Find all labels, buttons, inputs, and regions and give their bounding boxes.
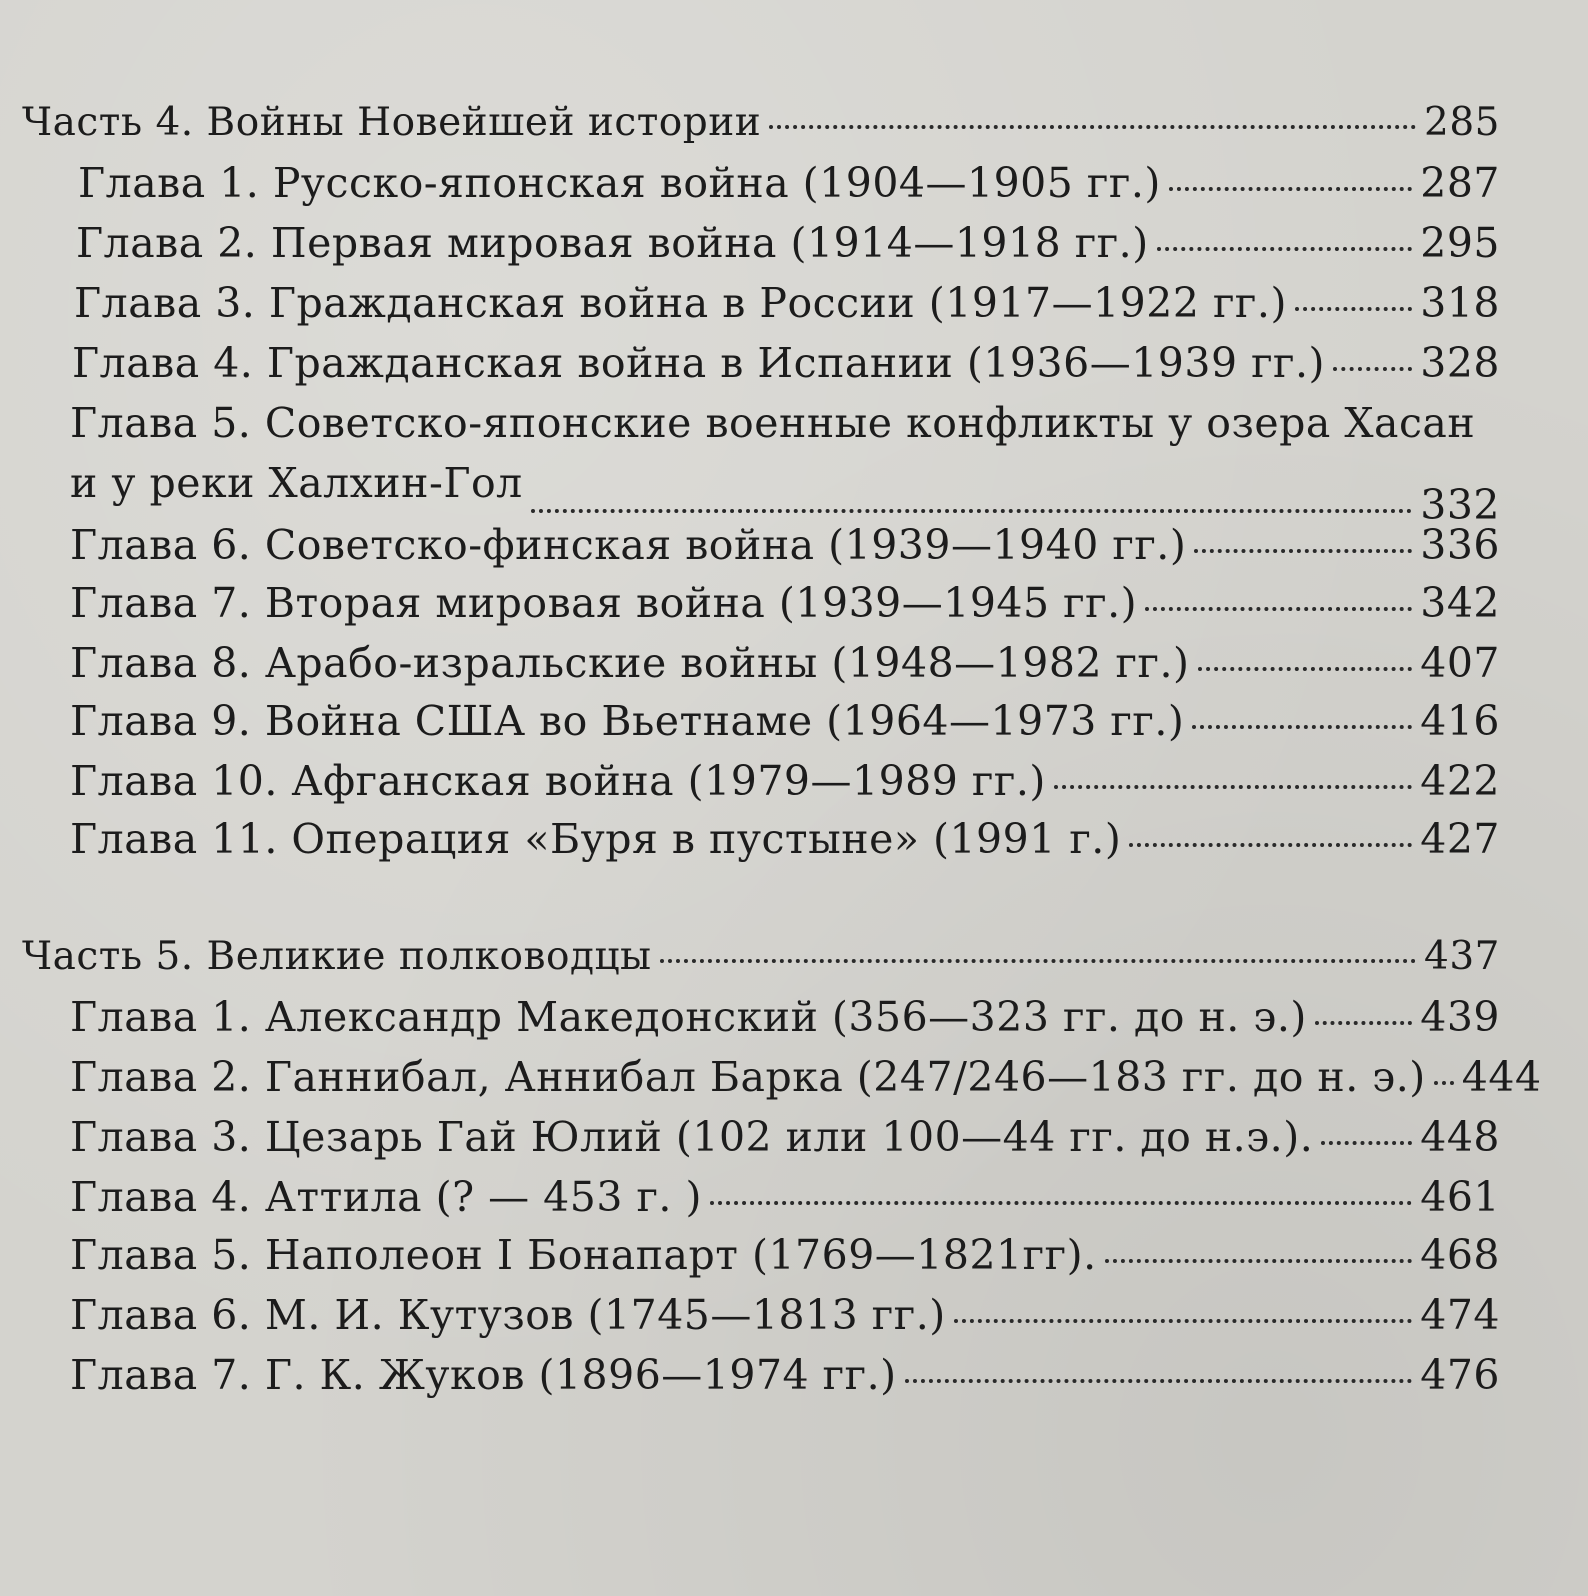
toc-page-number: 439 bbox=[1420, 993, 1500, 1041]
toc-chapter-item bbox=[72, 338, 1500, 388]
toc-chapter-item bbox=[70, 1172, 1500, 1222]
toc-chapter-title: Глава 10. Афганская война (1979—1989 гг.) bbox=[70, 757, 1046, 805]
toc-part-title: Часть 4. Войны Новейшей истории bbox=[22, 100, 762, 145]
toc-chapter-item bbox=[76, 218, 1500, 268]
toc-page-number: 448 bbox=[1420, 1113, 1500, 1161]
toc-chapter-title: Глава 2. Ганнибал, Аннибал Барка (247/246—183 гг. до н. э.) bbox=[70, 1053, 1426, 1101]
toc-part-title: Часть 5. Великие полководцы bbox=[22, 934, 652, 979]
toc-leader-dots bbox=[1129, 843, 1412, 847]
toc-page-number: 342 bbox=[1420, 579, 1500, 627]
toc-leader-dots bbox=[1198, 667, 1413, 671]
toc-leader-dots bbox=[1434, 1081, 1454, 1085]
toc-page-number: 285 bbox=[1424, 100, 1500, 145]
toc-chapter-title: Глава 4. Гражданская война в Испании (1936—1939 гг.) bbox=[72, 339, 1326, 387]
toc-page-number: 416 bbox=[1420, 697, 1500, 745]
toc-chapter-title: Глава 1. Александр Македонский (356—323 гг. до н. э.) bbox=[70, 993, 1307, 1041]
toc-chapter-item bbox=[70, 1230, 1500, 1280]
toc-leader-dots bbox=[660, 959, 1416, 963]
toc-leader-dots bbox=[1169, 187, 1412, 191]
toc-chapter-title: Глава 9. Война США во Вьетнаме (1964—1973 гг.) bbox=[70, 697, 1185, 745]
toc-chapter-item bbox=[70, 1290, 1500, 1340]
toc-leader-dots bbox=[1315, 1021, 1412, 1025]
toc-leader-dots bbox=[1105, 1259, 1413, 1263]
toc-chapter-title: Глава 6. М. И. Кутузов (1745—1813 гг.) bbox=[70, 1291, 946, 1339]
toc-part-4 bbox=[22, 98, 1500, 148]
toc-chapter-item bbox=[70, 1112, 1500, 1162]
toc-chapter-title: Глава 11. Операция «Буря в пустыне» (1991 г.) bbox=[70, 815, 1122, 863]
toc-page-number: 336 bbox=[1420, 521, 1500, 569]
toc-page-number: 427 bbox=[1420, 815, 1500, 863]
toc-chapter-title: Глава 2. Первая мировая война (1914—1918 гг.) bbox=[76, 219, 1149, 267]
toc-chapter-title: Глава 5. Наполеон I Бонапарт (1769—1821гг). bbox=[70, 1231, 1097, 1279]
toc-chapter-item bbox=[70, 520, 1500, 570]
toc-chapter-item bbox=[70, 578, 1500, 628]
toc-page-number: 287 bbox=[1420, 159, 1500, 207]
toc-page-number: 295 bbox=[1420, 219, 1500, 267]
toc-page-number: 444 bbox=[1461, 1053, 1542, 1101]
toc-chapter-title: Глава 4. Аттила (? — 453 г. ) bbox=[70, 1173, 702, 1221]
toc-chapter-title: Глава 1. Русско-японская война (1904—1905 гг.) bbox=[78, 159, 1161, 207]
toc-page-number: 437 bbox=[1424, 934, 1500, 979]
toc-chapter-title-line2: и у реки Халхин-Гол bbox=[70, 459, 523, 507]
toc-part-5 bbox=[22, 932, 1500, 982]
toc-chapter-title: Глава 7. Г. К. Жуков (1896—1974 гг.) bbox=[70, 1351, 897, 1399]
toc-page-number: 318 bbox=[1420, 279, 1500, 327]
toc-page-number: 468 bbox=[1420, 1231, 1500, 1279]
toc-chapter-title: Глава 3. Цезарь Гай Юлий (102 или 100—44 гг. до н.э.). bbox=[70, 1113, 1314, 1161]
toc-leader-dots bbox=[1333, 367, 1412, 371]
toc-chapter-title-line1: Глава 5. Советско-японские военные конфликты у озера Хасан bbox=[70, 399, 1476, 447]
toc-page-number: 407 bbox=[1420, 639, 1500, 687]
toc-chapter-item bbox=[70, 696, 1500, 746]
toc-chapter-title: Глава 8. Арабо-изральские войны (1948—1982 гг.) bbox=[70, 639, 1190, 687]
toc-leader-dots bbox=[531, 509, 1413, 513]
toc-chapter-item bbox=[70, 638, 1500, 688]
toc-chapter-item bbox=[70, 814, 1500, 864]
toc-chapter-item bbox=[70, 1052, 1542, 1102]
toc-leader-dots bbox=[1194, 549, 1412, 553]
toc-leader-dots bbox=[1321, 1141, 1412, 1145]
toc-page-number: 422 bbox=[1420, 757, 1500, 805]
toc-page-number: 476 bbox=[1420, 1351, 1500, 1399]
toc-leader-dots bbox=[905, 1379, 1413, 1383]
toc-leader-dots bbox=[1295, 307, 1412, 311]
toc-leader-dots bbox=[1157, 247, 1413, 251]
toc-leader-dots bbox=[1192, 725, 1412, 729]
toc-leader-dots bbox=[1145, 607, 1412, 611]
toc-page-number: 332 bbox=[1420, 481, 1500, 529]
toc-leader-dots bbox=[710, 1201, 1412, 1205]
toc-page-number: 474 bbox=[1420, 1291, 1500, 1339]
toc-chapter-title: Глава 3. Гражданская война в России (1917—1922 гг.) bbox=[74, 279, 1287, 327]
toc-chapter-item bbox=[70, 1350, 1500, 1400]
toc-page-number: 328 bbox=[1420, 339, 1500, 387]
toc-leader-dots bbox=[769, 125, 1416, 129]
toc-chapter-item bbox=[74, 278, 1500, 328]
toc-chapter-item bbox=[70, 458, 1500, 529]
toc-leader-dots bbox=[1054, 785, 1412, 789]
toc-chapter-item bbox=[70, 756, 1500, 806]
toc-chapter-title: Глава 7. Вторая мировая война (1939—1945 гг.) bbox=[70, 579, 1138, 627]
toc-chapter-item bbox=[78, 158, 1500, 208]
toc-chapter-item bbox=[70, 992, 1500, 1042]
toc-chapter-title: Глава 6. Советско-финская война (1939—1940 гг.) bbox=[70, 521, 1187, 569]
toc-page-number: 461 bbox=[1420, 1173, 1500, 1221]
toc-leader-dots bbox=[954, 1319, 1412, 1323]
